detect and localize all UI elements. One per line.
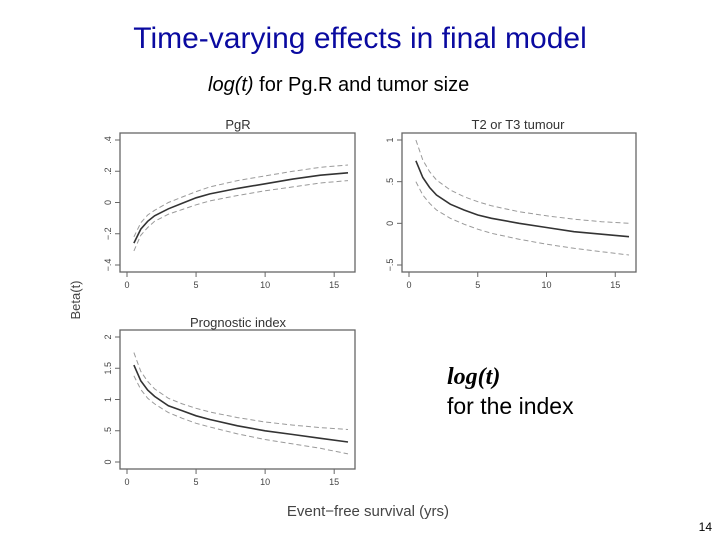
panel-t2-or-t3-tumour-ytick-label-5: −.5 xyxy=(385,258,395,272)
annotation-text: for the index xyxy=(447,393,574,419)
panel-t2-or-t3-tumour xyxy=(385,117,636,290)
panel-pgr-ytick-label-4: .4 xyxy=(103,136,113,144)
panel-prognostic-index-upper-ci-line xyxy=(134,353,348,430)
panel-prognostic-index-ytick-label-1-5: 1.5 xyxy=(103,361,113,375)
panel-t2-or-t3-tumour-title: T2 or T3 tumour xyxy=(471,117,565,132)
panel-prognostic-index-xtick-label-10: 10 xyxy=(260,477,271,487)
panel-t2-or-t3-tumour-xtick-label-0: 0 xyxy=(406,280,412,290)
page-number: 14 xyxy=(698,520,712,534)
panel-prognostic-index-xtick-label-15: 15 xyxy=(329,477,340,487)
panel-pgr-ytick-label-4: −.4 xyxy=(103,258,113,272)
panel-pgr-ytick-label-2: .2 xyxy=(103,167,113,176)
panel-prognostic-index-xtick-label-5: 5 xyxy=(193,477,199,487)
panel-prognostic-index-ytick-label-2: 2 xyxy=(103,334,113,340)
panel-pgr-frame xyxy=(120,133,355,272)
panel-pgr-xtick-label-15: 15 xyxy=(329,280,340,290)
panel-prognostic-index-estimate-line xyxy=(134,365,348,442)
panel-pgr xyxy=(103,117,355,290)
panel-t2-or-t3-tumour-xtick-label-15: 15 xyxy=(610,280,621,290)
panel-pgr-lower-ci-line xyxy=(134,181,348,251)
figure-xlabel: Event−free survival (yrs) xyxy=(286,503,450,520)
panel-prognostic-index-frame xyxy=(120,330,355,469)
panel-prognostic-index-title: Prognostic index xyxy=(189,315,287,330)
panel-t2-or-t3-tumour-xtick-label-10: 10 xyxy=(541,280,552,290)
panel-t2-or-t3-tumour-frame xyxy=(402,133,636,272)
panel-pgr-ytick-label-2: −.2 xyxy=(103,227,113,241)
panel-prognostic-index-ytick-label-5: .5 xyxy=(103,426,113,435)
panel-t2-or-t3-tumour-ytick-label-0: 0 xyxy=(385,220,395,226)
panel-pgr-title: PgR xyxy=(225,117,251,132)
panel-t2-or-t3-tumour-xtick-label-5: 5 xyxy=(475,280,481,290)
panel-pgr-xtick-label-0: 0 xyxy=(124,280,130,290)
annotation-italic: log(t) xyxy=(447,364,501,390)
panel-prognostic-index-ytick-label-0: 0 xyxy=(103,459,113,465)
subtitle-italic: log(t) xyxy=(208,74,254,96)
panel-pgr-xtick-label-5: 5 xyxy=(193,280,199,290)
index-annotation xyxy=(447,364,574,420)
panel-t2-or-t3-tumour-upper-ci-line xyxy=(416,140,629,223)
subtitle-rest: for Pg.R and tumor size xyxy=(253,74,470,96)
panel-pgr-xtick-label-10: 10 xyxy=(260,280,271,290)
panel-t2-or-t3-tumour-estimate-line xyxy=(416,161,629,237)
panel-t2-or-t3-tumour-lower-ci-line xyxy=(416,182,629,255)
panel-prognostic-index-lower-ci-line xyxy=(134,376,348,454)
panel-prognostic-index-ytick-label-1: 1 xyxy=(103,396,113,403)
panel-t2-or-t3-tumour-ytick-label-5: .5 xyxy=(385,177,395,186)
panel-t2-or-t3-tumour-ytick-label-1: 1 xyxy=(385,137,395,143)
panel-prognostic-index-xtick-label-0: 0 xyxy=(124,477,130,487)
slide-title: Time-varying effects in final model xyxy=(133,22,587,55)
panel-prognostic-index xyxy=(103,315,355,487)
panel-pgr-ytick-label-0: 0 xyxy=(103,199,113,206)
figure-ylabel: Beta(t) xyxy=(68,280,83,320)
